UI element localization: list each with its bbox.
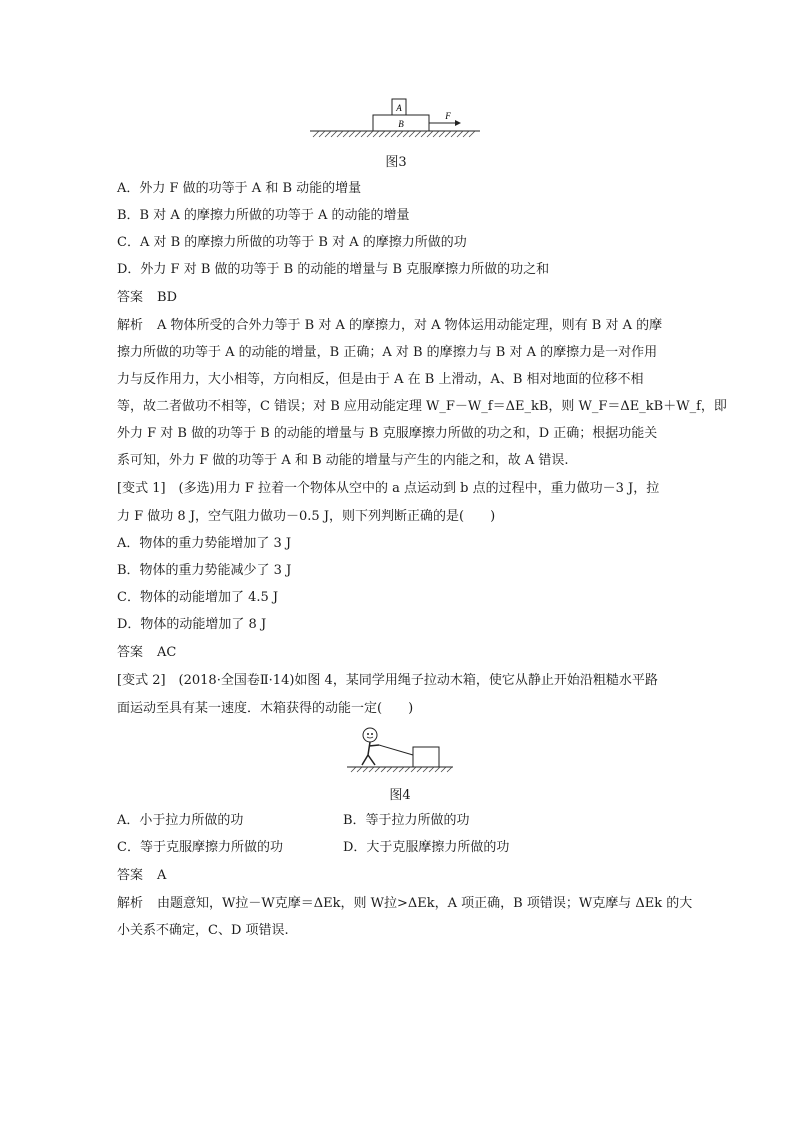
analysis-text: A 物体所受的合外力等于 B 对 A 的摩擦力，对 A 物体运用动能定理，则有 B 对 A 的摩 [157, 318, 663, 333]
q3-analysis-line-1 [117, 895, 693, 913]
q2-option-b: B．物体的重力势能减少了 3 J [117, 563, 292, 578]
q1-option-c: C．A 对 B 的摩擦力所做的功等于 B 对 A 的摩擦力所做的功 [117, 235, 467, 250]
q1-option-b: B．B 对 A 的摩擦力所做的功等于 A 的动能的增量 [117, 208, 410, 223]
q3-option-a: A．小于拉力所做的功 [117, 813, 244, 828]
q1-option-a: A．外力 F 做的功等于 A 和 B 动能的增量 [117, 181, 362, 196]
figure-4-diagram [345, 725, 455, 775]
answer-label: 答案 [117, 290, 144, 305]
wooden-box [413, 747, 439, 767]
q1-option-d: D．外力 F 对 B 做的功等于 B 的动能的增量与 B 克服摩擦力所做的功之和 [117, 262, 550, 277]
q2-option-d: D．物体的动能增加了 8 J [117, 617, 267, 632]
q2-option-a: A．物体的重力势能增加了 3 J [117, 536, 292, 551]
q3-option-d-wrap [343, 839, 643, 857]
q1-answer [117, 289, 677, 307]
q3-option-d: D．大于克服摩擦力所做的功 [343, 840, 510, 855]
analysis-text: 由题意知，W拉－W克摩＝ΔEk，则 W拉>ΔEk，A 项正确，B 项错误；W克摩与 ΔEk 的大 [157, 896, 693, 911]
force-arrowhead [455, 120, 461, 126]
figure-3-diagram [305, 95, 485, 145]
q3-stem-line-2: 面运动至具有某一速度．木箱获得的动能一定( ) [117, 701, 414, 716]
analysis-label: 解析 [117, 318, 144, 333]
q2-stem-line-1: [变式 1] (多选)用力 F 拉着一个物体从空中的 a 点运动到 b 点的过程中，重力做功－3 J，拉 [117, 481, 660, 496]
answer-value: AC [157, 645, 177, 660]
label-f: F [445, 111, 451, 121]
label-a: A [396, 103, 402, 113]
analysis-label: 解析 [117, 896, 144, 911]
label-b: B [398, 119, 404, 129]
q3-option-c: C．等于克服摩擦力所做的功 [117, 840, 283, 855]
q2-option-c: C．物体的动能增加了 4.5 J [117, 590, 279, 605]
figure-4-caption: 图4 [389, 788, 411, 803]
answer-value: A [157, 868, 167, 883]
q1-analysis-line-2: 擦力所做的功等于 A 的动能的增量，B 正确；A 对 B 的摩擦力与 B 对 A 的摩擦力是一对作用 [117, 345, 658, 360]
answer-value: BD [157, 290, 177, 305]
person-body [362, 742, 379, 765]
figure-3-caption: 图3 [385, 155, 407, 170]
q3-stem-line-1: [变式 2] (2018·全国卷Ⅱ·14)如图 4，某同学用绳子拉动木箱，使它从静止开始沿粗糙水平路 [117, 673, 658, 688]
q1-analysis-line-3: 力与反作用力，大小相等，方向相反，但是由于 A 在 B 上滑动，A、B 相对地面的位移不相 [117, 372, 644, 387]
q3-analysis-line-2: 小关系不确定，C、D 项错误. [117, 923, 289, 938]
q3-answer [117, 867, 677, 885]
person-head [363, 728, 377, 742]
q3-option-b-wrap [343, 812, 643, 830]
answer-label: 答案 [117, 868, 144, 883]
q1-analysis-line-6: 系可知，外力 F 做的功等于 A 和 B 动能的增量与产生的内能之和，故 A 错误. [117, 453, 569, 468]
q3-option-b: B．等于拉力所做的功 [343, 813, 470, 828]
q1-analysis-line-5: 外力 F 对 B 做的功等于 B 的动能的增量与 B 克服摩擦力所做的功之和，D 正确；根据功能关 [117, 426, 658, 441]
q2-answer [117, 644, 677, 662]
q1-analysis-line-1 [117, 317, 677, 335]
answer-label: 答案 [117, 645, 144, 660]
q1-analysis-line-4: 等，故二者做功不相等，C 错误；对 B 应用动能定理 W_F－W_f＝ΔE_kB，则 W_F＝ΔE_kB＋W_f，即 [117, 399, 727, 414]
rope [379, 745, 413, 755]
q2-stem-line-2: 力 F 做功 8 J，空气阻力做功－0.5 J，则下列判断正确的是( ) [117, 509, 496, 524]
ground-hatching [313, 131, 475, 137]
